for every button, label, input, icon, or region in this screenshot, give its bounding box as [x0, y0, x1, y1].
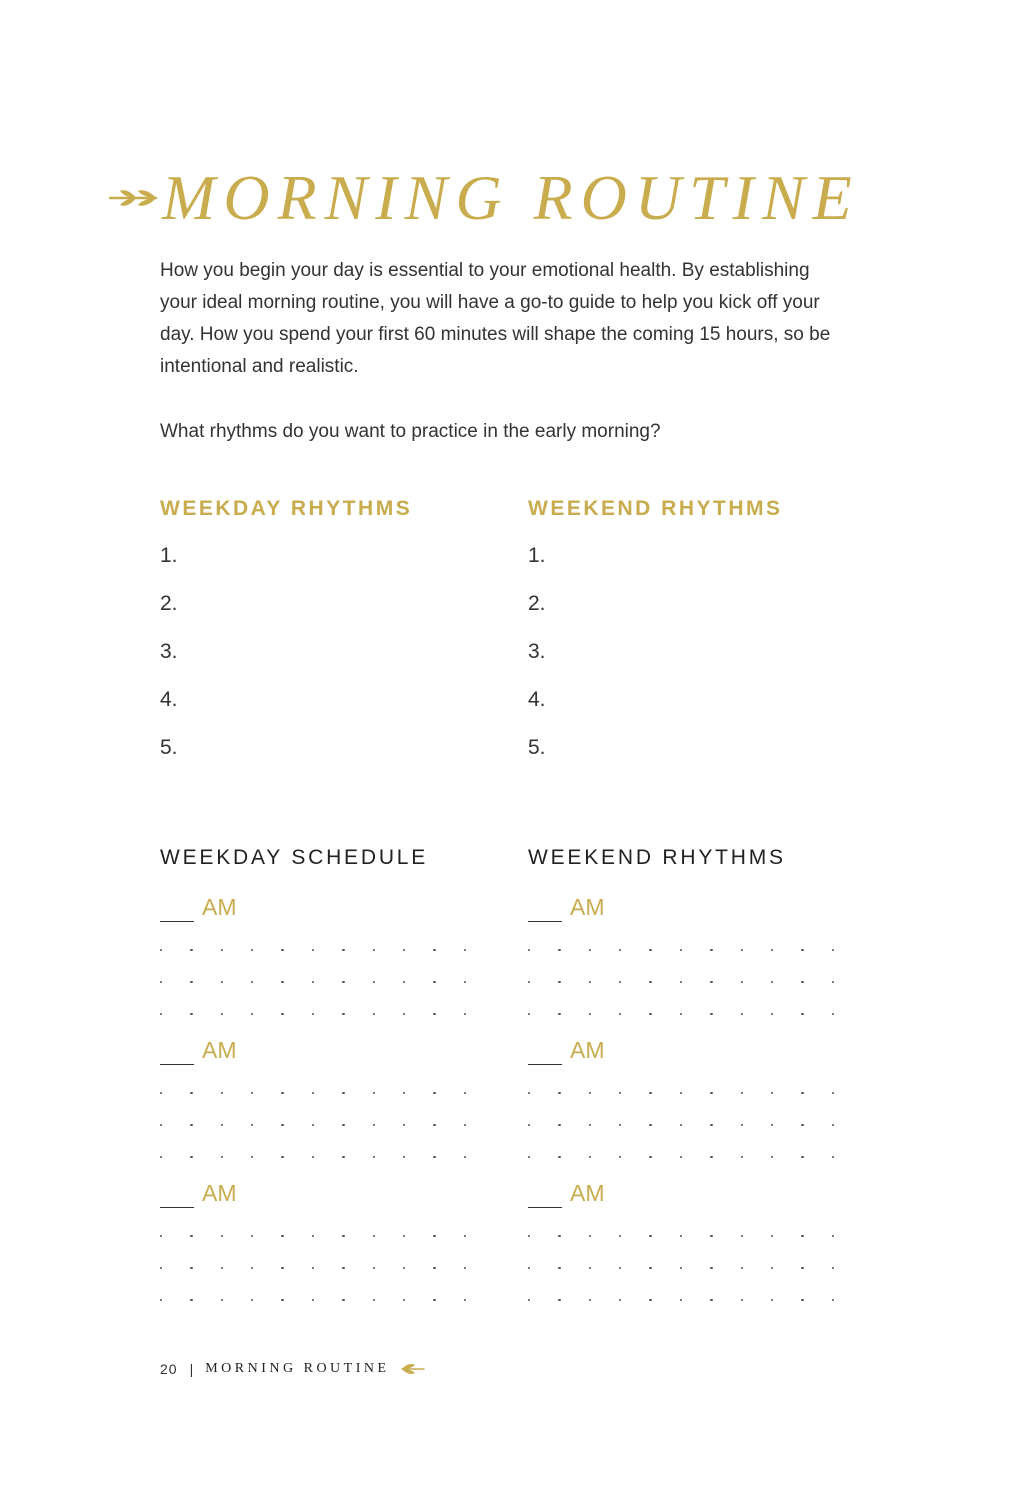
guide-dot: [771, 1235, 773, 1237]
guide-dot: [342, 1013, 344, 1015]
guide-dot: [464, 949, 466, 951]
guide-dot: [528, 949, 530, 951]
guide-dot: [589, 1267, 591, 1269]
guide-dot: [342, 1092, 344, 1094]
guide-dot: [464, 1013, 466, 1015]
guide-dot: [589, 1013, 591, 1015]
guide-dot: [771, 981, 773, 983]
guide-dot: [680, 981, 682, 983]
guide-dot: [433, 949, 435, 951]
weekday-schedule-slot: [160, 888, 480, 1030]
guide-dot: [373, 981, 375, 983]
guide-dot: [281, 1092, 283, 1094]
guide-dot: [403, 1124, 405, 1126]
guide-dot: [160, 1235, 162, 1237]
guide-dot: [464, 1124, 466, 1126]
guide-dot: [801, 1156, 803, 1158]
guide-dot: [771, 1267, 773, 1269]
guide-dot: [710, 981, 712, 983]
guide-dot: [281, 1124, 283, 1126]
guide-dot: [403, 1156, 405, 1158]
dot-grid[interactable]: [160, 1077, 480, 1173]
guide-dot: [741, 1235, 743, 1237]
guide-dot: [403, 1235, 405, 1237]
am-label: AM: [570, 1037, 605, 1063]
guide-dot: [433, 981, 435, 983]
guide-dot: [619, 981, 621, 983]
guide-dot: [589, 1124, 591, 1126]
guide-dot: [312, 1267, 314, 1269]
guide-dot: [619, 1092, 621, 1094]
guide-dot: [558, 981, 560, 983]
guide-dot: [741, 1013, 743, 1015]
guide-dot: [771, 1013, 773, 1015]
dot-row: [160, 1109, 466, 1141]
guide-dot: [589, 981, 591, 983]
guide-dot: [741, 1299, 743, 1301]
list-item[interactable]: 2.: [160, 592, 178, 615]
guide-dot: [619, 1013, 621, 1015]
guide-dot: [160, 1092, 162, 1094]
dot-grid[interactable]: [528, 1077, 848, 1173]
dot-row: [160, 1220, 466, 1252]
guide-dot: [190, 1124, 192, 1126]
guide-dot: [832, 1124, 834, 1126]
guide-dot: [221, 949, 223, 951]
weekend-schedule-slot: [528, 888, 848, 1030]
guide-dot: [741, 981, 743, 983]
guide-dot: [464, 1235, 466, 1237]
time-entry[interactable]: [160, 1174, 480, 1208]
dot-row: [528, 1220, 834, 1252]
guide-dot: [771, 1092, 773, 1094]
time-entry[interactable]: [160, 888, 480, 922]
dot-row: [160, 998, 466, 1030]
guide-dot: [281, 1267, 283, 1269]
guide-dot: [464, 1299, 466, 1301]
guide-dot: [558, 1092, 560, 1094]
guide-dot: [342, 1299, 344, 1301]
guide-dot: [741, 949, 743, 951]
guide-dot: [373, 1092, 375, 1094]
guide-dot: [312, 981, 314, 983]
page-title-row: [108, 158, 860, 238]
guide-dot: [373, 1235, 375, 1237]
guide-dot: [771, 1156, 773, 1158]
guide-dot: [221, 1299, 223, 1301]
guide-dot: [619, 1235, 621, 1237]
guide-dot: [619, 1156, 621, 1158]
guide-dot: [710, 1013, 712, 1015]
guide-dot: [464, 1156, 466, 1158]
guide-dot: [741, 1124, 743, 1126]
guide-dot: [801, 981, 803, 983]
guide-dot: [710, 1092, 712, 1094]
guide-dot: [528, 1156, 530, 1158]
guide-dot: [403, 1267, 405, 1269]
weekday-rhythms-heading: WEEKDAY RHYTHMS: [160, 497, 413, 520]
guide-dot: [649, 1124, 651, 1126]
guide-dot: [741, 1267, 743, 1269]
dot-row: [528, 966, 834, 998]
guide-dot: [558, 949, 560, 951]
guide-dot: [589, 1156, 591, 1158]
prompt-question: What rhythms do you want to practice in the early morning?: [160, 421, 661, 442]
guide-dot: [589, 949, 591, 951]
guide-dot: [160, 1013, 162, 1015]
guide-dot: [190, 1156, 192, 1158]
am-label: AM: [202, 1180, 237, 1206]
list-item[interactable]: 4.: [160, 688, 178, 711]
guide-dot: [221, 1235, 223, 1237]
guide-dot: [558, 1299, 560, 1301]
guide-dot: [619, 1124, 621, 1126]
guide-dot: [832, 1156, 834, 1158]
guide-dot: [221, 1092, 223, 1094]
guide-dot: [832, 1235, 834, 1237]
list-item[interactable]: 3.: [160, 640, 178, 663]
guide-dot: [190, 1299, 192, 1301]
guide-dot: [373, 1124, 375, 1126]
guide-dot: [251, 1235, 253, 1237]
guide-dot: [312, 1299, 314, 1301]
guide-dot: [281, 1299, 283, 1301]
guide-dot: [558, 1013, 560, 1015]
guide-dot: [433, 1267, 435, 1269]
guide-dot: [221, 1124, 223, 1126]
list-item[interactable]: 1.: [160, 544, 178, 567]
am-label: AM: [570, 1180, 605, 1206]
weekend-schedule-heading: WEEKEND RHYTHMS: [528, 846, 786, 869]
guide-dot: [680, 949, 682, 951]
weekday-schedule-slot: [160, 1174, 480, 1316]
guide-dot: [190, 1235, 192, 1237]
guide-dot: [160, 1124, 162, 1126]
dot-row: [528, 1252, 834, 1284]
guide-dot: [373, 1013, 375, 1015]
guide-dot: [190, 981, 192, 983]
guide-dot: [801, 1092, 803, 1094]
guide-dot: [649, 949, 651, 951]
dot-row: [160, 1077, 466, 1109]
guide-dot: [342, 1267, 344, 1269]
guide-dot: [801, 1124, 803, 1126]
dot-row: [160, 1284, 466, 1316]
guide-dot: [710, 949, 712, 951]
guide-dot: [680, 1267, 682, 1269]
time-entry[interactable]: [528, 1174, 848, 1208]
guide-dot: [558, 1235, 560, 1237]
guide-dot: [342, 1156, 344, 1158]
guide-dot: [221, 1156, 223, 1158]
guide-dot: [464, 1092, 466, 1094]
guide-dot: [281, 1013, 283, 1015]
guide-dot: [433, 1235, 435, 1237]
guide-dot: [342, 981, 344, 983]
guide-dot: [312, 1092, 314, 1094]
guide-dot: [464, 981, 466, 983]
guide-dot: [433, 1124, 435, 1126]
guide-dot: [251, 1299, 253, 1301]
leaf-sprig-icon: [400, 1360, 426, 1378]
list-item[interactable]: 4.: [528, 688, 546, 711]
time-blank[interactable]: [528, 901, 562, 922]
guide-dot: [190, 1267, 192, 1269]
guide-dot: [528, 1299, 530, 1301]
guide-dot: [160, 981, 162, 983]
guide-dot: [649, 1013, 651, 1015]
time-blank[interactable]: [528, 1044, 562, 1065]
footer-separator: |: [189, 1361, 194, 1377]
guide-dot: [312, 1235, 314, 1237]
guide-dot: [312, 949, 314, 951]
guide-dot: [680, 1156, 682, 1158]
weekend-rhythms-heading: WEEKEND RHYTHMS: [528, 497, 783, 520]
guide-dot: [342, 1235, 344, 1237]
guide-dot: [771, 949, 773, 951]
guide-dot: [403, 1299, 405, 1301]
guide-dot: [373, 1267, 375, 1269]
guide-dot: [801, 1235, 803, 1237]
dot-grid[interactable]: [528, 934, 848, 1030]
guide-dot: [710, 1124, 712, 1126]
list-item[interactable]: 5.: [160, 736, 178, 759]
guide-dot: [710, 1156, 712, 1158]
dot-row: [160, 1252, 466, 1284]
guide-dot: [160, 1156, 162, 1158]
guide-dot: [251, 1092, 253, 1094]
page-number: 20: [160, 1361, 178, 1377]
guide-dot: [160, 1267, 162, 1269]
time-entry[interactable]: [160, 1031, 480, 1065]
dot-row: [160, 934, 466, 966]
weekend-schedule-slot: [528, 1031, 848, 1173]
guide-dot: [528, 981, 530, 983]
guide-dot: [251, 1267, 253, 1269]
guide-dot: [771, 1299, 773, 1301]
weekend-schedule-slot: [528, 1174, 848, 1316]
guide-dot: [403, 981, 405, 983]
dot-row: [528, 998, 834, 1030]
page-title: MORNING ROUTINE: [162, 162, 860, 233]
guide-dot: [801, 1267, 803, 1269]
guide-dot: [221, 1013, 223, 1015]
guide-dot: [281, 1156, 283, 1158]
guide-dot: [619, 949, 621, 951]
guide-dot: [832, 981, 834, 983]
footer-section-title: MORNING ROUTINE: [205, 1361, 390, 1376]
guide-dot: [528, 1267, 530, 1269]
guide-dot: [649, 1299, 651, 1301]
guide-dot: [710, 1299, 712, 1301]
time-blank[interactable]: [160, 1044, 194, 1065]
guide-dot: [190, 1092, 192, 1094]
guide-dot: [464, 1267, 466, 1269]
guide-dot: [221, 1267, 223, 1269]
guide-dot: [403, 1013, 405, 1015]
time-blank[interactable]: [160, 1187, 194, 1208]
guide-dot: [433, 1299, 435, 1301]
guide-dot: [832, 1092, 834, 1094]
guide-dot: [281, 981, 283, 983]
dot-row: [528, 934, 834, 966]
guide-dot: [528, 1013, 530, 1015]
guide-dot: [801, 949, 803, 951]
dot-row: [528, 1077, 834, 1109]
guide-dot: [190, 1013, 192, 1015]
guide-dot: [801, 1013, 803, 1015]
guide-dot: [160, 949, 162, 951]
guide-dot: [619, 1299, 621, 1301]
guide-dot: [771, 1124, 773, 1126]
guide-dot: [190, 949, 192, 951]
guide-dot: [680, 1092, 682, 1094]
guide-dot: [832, 1299, 834, 1301]
guide-dot: [281, 1235, 283, 1237]
dot-grid[interactable]: [528, 1220, 848, 1316]
guide-dot: [741, 1092, 743, 1094]
guide-dot: [251, 949, 253, 951]
am-label: AM: [202, 894, 237, 920]
dot-row: [160, 966, 466, 998]
time-entry[interactable]: [528, 1031, 848, 1065]
guide-dot: [373, 1299, 375, 1301]
dot-row: [528, 1109, 834, 1141]
leaf-sprig-icon: [108, 180, 160, 216]
guide-dot: [251, 1124, 253, 1126]
guide-dot: [433, 1092, 435, 1094]
guide-dot: [710, 1235, 712, 1237]
guide-dot: [649, 1156, 651, 1158]
am-label: AM: [570, 894, 605, 920]
list-item[interactable]: 1.: [528, 544, 546, 567]
guide-dot: [558, 1267, 560, 1269]
guide-dot: [589, 1092, 591, 1094]
guide-dot: [373, 949, 375, 951]
guide-dot: [680, 1235, 682, 1237]
guide-dot: [832, 1013, 834, 1015]
dot-row: [528, 1141, 834, 1173]
guide-dot: [433, 1156, 435, 1158]
guide-dot: [649, 1092, 651, 1094]
guide-dot: [403, 1092, 405, 1094]
dot-grid[interactable]: [160, 934, 480, 1030]
guide-dot: [801, 1299, 803, 1301]
intro-paragraph: How you begin your day is essential to your emotional health. By establishing your ideal morning routine, you will have a go-to guide to help you kick off your day. How you spend your first 60 minutes will shape the coming 15 hours, so be intentional and realistic.: [160, 260, 831, 377]
guide-dot: [312, 1156, 314, 1158]
guide-dot: [251, 1013, 253, 1015]
time-entry[interactable]: [528, 888, 848, 922]
guide-dot: [528, 1092, 530, 1094]
guide-dot: [649, 1267, 651, 1269]
list-item[interactable]: 5.: [528, 736, 546, 759]
guide-dot: [558, 1124, 560, 1126]
guide-dot: [281, 949, 283, 951]
guide-dot: [649, 981, 651, 983]
guide-dot: [558, 1156, 560, 1158]
guide-dot: [680, 1013, 682, 1015]
guide-dot: [741, 1156, 743, 1158]
guide-dot: [528, 1235, 530, 1237]
guide-dot: [160, 1299, 162, 1301]
dot-grid[interactable]: [160, 1220, 480, 1316]
weekday-rhythms-list: [160, 540, 460, 780]
list-item[interactable]: 3.: [528, 640, 546, 663]
am-label: AM: [202, 1037, 237, 1063]
guide-dot: [342, 1124, 344, 1126]
guide-dot: [251, 1156, 253, 1158]
time-blank[interactable]: [528, 1187, 562, 1208]
guide-dot: [649, 1235, 651, 1237]
guide-dot: [680, 1299, 682, 1301]
guide-dot: [251, 981, 253, 983]
guide-dot: [832, 949, 834, 951]
guide-dot: [619, 1267, 621, 1269]
dot-row: [528, 1284, 834, 1316]
guide-dot: [342, 949, 344, 951]
guide-dot: [312, 1013, 314, 1015]
page-footer: [160, 1358, 426, 1380]
guide-dot: [832, 1267, 834, 1269]
guide-dot: [433, 1013, 435, 1015]
guide-dot: [221, 981, 223, 983]
guide-dot: [589, 1235, 591, 1237]
guide-dot: [528, 1124, 530, 1126]
list-item[interactable]: 2.: [528, 592, 546, 615]
guide-dot: [589, 1299, 591, 1301]
weekday-schedule-slot: [160, 1031, 480, 1173]
guide-dot: [710, 1267, 712, 1269]
time-blank[interactable]: [160, 901, 194, 922]
dot-row: [160, 1141, 466, 1173]
guide-dot: [680, 1124, 682, 1126]
guide-dot: [373, 1156, 375, 1158]
weekend-rhythms-list: [528, 540, 828, 780]
guide-dot: [312, 1124, 314, 1126]
weekday-schedule-heading: WEEKDAY SCHEDULE: [160, 846, 429, 869]
guide-dot: [403, 949, 405, 951]
